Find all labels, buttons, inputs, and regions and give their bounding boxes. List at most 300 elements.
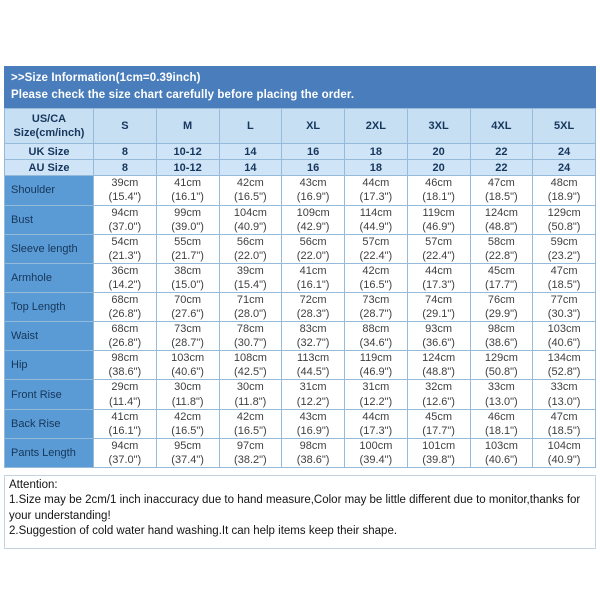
- measurement-inch: (15.4"): [108, 191, 142, 204]
- measurement-cell: [219, 380, 282, 409]
- measurement-cell: [533, 380, 596, 409]
- measurement-inch: (38.6"): [296, 453, 330, 466]
- measurement-cm: 114cm: [359, 206, 392, 219]
- size-column-header: 3XL: [407, 109, 470, 144]
- measurement-inch: (21.3"): [108, 249, 142, 262]
- measurement-cell: [345, 205, 408, 234]
- measurement-cm: 44cm: [425, 264, 453, 277]
- measurement-label: Hip: [5, 351, 94, 380]
- measurement-inch: (29.1"): [422, 308, 455, 321]
- measurement-label: Sleeve length: [5, 234, 94, 263]
- measurement-cm: 119cm: [422, 206, 455, 219]
- measurement-cm: 46cm: [487, 410, 515, 423]
- measurement-cell: [470, 205, 533, 234]
- measurement-cm: 103cm: [547, 323, 581, 336]
- measurement-cm: 83cm: [299, 323, 327, 336]
- measurement-cell: [219, 409, 282, 438]
- measurement-cell: [94, 351, 157, 380]
- size-info-banner: [4, 66, 596, 108]
- measurement-row: [5, 322, 596, 351]
- measurement-inch: (40.6"): [171, 366, 204, 379]
- measurement-cell: [345, 438, 408, 467]
- measurement-cell: [219, 322, 282, 351]
- measurement-inch: (36.6"): [422, 337, 455, 350]
- measurement-row: [5, 409, 596, 438]
- measurement-inch: (18.5"): [547, 424, 581, 437]
- measurement-inch: (40.9"): [234, 220, 267, 233]
- measurement-inch: (22.4"): [359, 249, 393, 262]
- measurement-cm: 113cm: [297, 352, 330, 365]
- measurement-cell: [345, 351, 408, 380]
- au-size-value: 20: [407, 160, 470, 176]
- uk-size-label: UK Size: [5, 144, 94, 160]
- measurement-inch: (16.5"): [359, 278, 393, 291]
- measurement-cell: [219, 292, 282, 321]
- measurement-cell: [533, 351, 596, 380]
- measurement-cm: 42cm: [236, 177, 264, 190]
- measurement-inch: (42.9"): [296, 220, 330, 233]
- measurement-inch: (17.7"): [485, 278, 518, 291]
- measurement-inch: (11.4"): [108, 395, 141, 408]
- uk-size-value: 24: [533, 144, 596, 160]
- measurement-cell: [282, 292, 345, 321]
- measurement-inch: (52.8"): [547, 366, 581, 379]
- measurement-cell: [219, 263, 282, 292]
- measurement-cell: [282, 409, 345, 438]
- measurement-inch: (17.3"): [359, 424, 393, 437]
- measurement-cm: 31cm: [299, 381, 327, 394]
- measurement-cm: 94cm: [111, 439, 139, 452]
- measurement-cm: 134cm: [547, 352, 581, 365]
- measurement-inch: (37.0"): [108, 220, 142, 233]
- measurement-cell: [470, 351, 533, 380]
- measurement-inch: (38.2"): [234, 453, 267, 466]
- measurement-inch: (26.8"): [108, 308, 142, 321]
- measurement-cm: 41cm: [174, 177, 202, 190]
- banner-title: >>Size Information(1cm=0.39inch): [11, 72, 201, 84]
- measurement-cell: [219, 438, 282, 467]
- measurement-cell: [407, 176, 470, 205]
- au-size-value: 24: [533, 160, 596, 176]
- au-size-value: 22: [470, 160, 533, 176]
- measurement-inch: (27.6"): [171, 308, 204, 321]
- measurement-label: Pants Length: [5, 438, 94, 467]
- measurement-row: [5, 263, 596, 292]
- measurement-cell: [156, 205, 219, 234]
- measurement-cm: 48cm: [550, 177, 578, 190]
- measurement-cm: 98cm: [299, 439, 327, 452]
- measurement-cell: [470, 380, 533, 409]
- measurement-cm: 109cm: [296, 206, 330, 219]
- measurement-cm: 73cm: [362, 293, 390, 306]
- measurement-inch: (13.0"): [485, 395, 518, 408]
- measurement-inch: (16.1"): [171, 191, 204, 204]
- measurement-cell: [407, 380, 470, 409]
- measurement-cell: [94, 292, 157, 321]
- measurement-cell: [282, 380, 345, 409]
- measurement-inch: (28.3"): [296, 308, 330, 321]
- measurement-cm: 41cm: [299, 264, 327, 277]
- size-column-header: M: [156, 109, 219, 144]
- measurement-inch: (18.1"): [485, 424, 518, 437]
- measurement-row: [5, 234, 596, 263]
- measurement-inch: (40.6"): [485, 453, 518, 466]
- measurement-row: [5, 438, 596, 467]
- measurement-label: Shoulder: [5, 176, 94, 205]
- measurement-cell: [219, 205, 282, 234]
- measurement-cell: [94, 176, 157, 205]
- measurement-cell: [282, 263, 345, 292]
- measurement-cell: [156, 176, 219, 205]
- uk-size-value: 16: [282, 144, 345, 160]
- measurement-inch: (17.3"): [422, 278, 455, 291]
- au-size-value: 18: [345, 160, 408, 176]
- measurement-cell: [219, 351, 282, 380]
- measurement-cell: [282, 438, 345, 467]
- uk-size-value: 14: [219, 144, 282, 160]
- measurement-cell: [407, 351, 470, 380]
- measurement-inch: (18.5"): [485, 191, 518, 204]
- measurement-inch: (16.9"): [296, 424, 330, 437]
- measurement-cm: 93cm: [425, 323, 453, 336]
- measurement-cm: 100cm: [359, 439, 393, 452]
- measurement-cm: 32cm: [425, 381, 453, 394]
- measurement-label: Bust: [5, 205, 94, 234]
- measurement-inch: (18.5"): [547, 278, 581, 291]
- measurement-cell: [407, 322, 470, 351]
- measurement-inch: (50.8"): [485, 366, 518, 379]
- measurement-label: Waist: [5, 322, 94, 351]
- measurement-inch: (42.5"): [234, 366, 267, 379]
- measurement-cell: [407, 263, 470, 292]
- measurement-cm: 47cm: [550, 264, 578, 277]
- measurement-cell: [345, 409, 408, 438]
- measurement-cm: 54cm: [111, 235, 139, 248]
- measurement-cm: 103cm: [171, 352, 205, 365]
- measurement-inch: (15.4"): [234, 278, 267, 291]
- measurement-cm: 55cm: [174, 235, 202, 248]
- measurement-cm: 98cm: [487, 323, 515, 336]
- measurement-cm: 71cm: [236, 293, 264, 306]
- measurement-cell: [533, 322, 596, 351]
- measurement-cm: 98cm: [111, 352, 139, 365]
- measurement-cell: [533, 263, 596, 292]
- measurement-cell: [407, 292, 470, 321]
- measurement-cm: 119cm: [359, 352, 392, 365]
- uk-size-value: 8: [94, 144, 157, 160]
- measurement-cell: [156, 322, 219, 351]
- measurement-cell: [470, 234, 533, 263]
- measurement-inch: (37.0"): [108, 453, 142, 466]
- measurement-cell: [94, 322, 157, 351]
- measurement-cm: 42cm: [236, 410, 264, 423]
- measurement-cm: 103cm: [484, 439, 518, 452]
- measurement-cell: [156, 380, 219, 409]
- measurement-cm: 78cm: [236, 323, 264, 336]
- attention-line-2: 2.Suggestion of cold water hand washing.It can help items keep their shape.: [9, 525, 398, 538]
- au-size-value: 16: [282, 160, 345, 176]
- measurement-cm: 57cm: [425, 235, 453, 248]
- measurement-cell: [533, 292, 596, 321]
- size-column-header: S: [94, 109, 157, 144]
- measurement-cell: [156, 234, 219, 263]
- measurement-cm: 43cm: [299, 177, 327, 190]
- measurement-inch: (21.7"): [171, 249, 204, 262]
- measurement-cm: 56cm: [236, 235, 264, 248]
- uk-size-value: 20: [407, 144, 470, 160]
- measurement-cell: [470, 263, 533, 292]
- measurement-inch: (16.9"): [296, 191, 330, 204]
- measurement-cm: 76cm: [487, 293, 515, 306]
- measurement-inch: (44.5"): [296, 366, 330, 379]
- measurement-cm: 46cm: [425, 177, 453, 190]
- uk-size-value: 18: [345, 144, 408, 160]
- measurement-cm: 30cm: [236, 381, 264, 394]
- uk-size-value: 22: [470, 144, 533, 160]
- measurement-cell: [407, 438, 470, 467]
- measurement-inch: (18.9"): [547, 191, 581, 204]
- size-chart-table: [4, 108, 596, 468]
- measurement-cell: [407, 205, 470, 234]
- measurement-cm: 97cm: [236, 439, 264, 452]
- measurement-cm: 41cm: [111, 410, 139, 423]
- measurement-cell: [94, 234, 157, 263]
- measurement-inch: (16.5"): [171, 424, 204, 437]
- measurement-inch: (22.8"): [485, 249, 518, 262]
- au-size-label: AU Size: [5, 160, 94, 176]
- measurement-cm: 45cm: [425, 410, 453, 423]
- measurement-inch: (17.3"): [359, 191, 393, 204]
- measurement-cm: 30cm: [174, 381, 202, 394]
- measurement-cell: [156, 263, 219, 292]
- measurement-cm: 94cm: [111, 206, 139, 219]
- measurement-row: [5, 176, 596, 205]
- measurement-cell: [470, 409, 533, 438]
- measurement-cell: [345, 322, 408, 351]
- measurement-cell: [470, 438, 533, 467]
- measurement-cm: 74cm: [425, 293, 453, 306]
- measurement-cm: 124cm: [484, 206, 518, 219]
- measurement-inch: (11.8"): [171, 395, 204, 408]
- measurement-cm: 95cm: [174, 439, 202, 452]
- measurement-cm: 56cm: [299, 235, 327, 248]
- corner-cell: [5, 109, 94, 144]
- measurement-cm: 57cm: [362, 235, 390, 248]
- size-header-row: [5, 109, 596, 144]
- measurement-inch: (16.1"): [108, 424, 142, 437]
- measurement-inch: (11.8"): [234, 395, 267, 408]
- measurement-cell: [533, 234, 596, 263]
- measurement-inch: (30.3"): [547, 308, 581, 321]
- measurement-cm: 38cm: [174, 264, 202, 277]
- measurement-inch: (46.9"): [359, 366, 393, 379]
- measurement-inch: (40.6"): [547, 337, 581, 350]
- size-column-header: 5XL: [533, 109, 596, 144]
- measurement-cm: 68cm: [111, 293, 139, 306]
- measurement-cm: 73cm: [174, 323, 202, 336]
- attention-line-1: 1.Size may be 2cm/1 inch inaccuracy due to hand measure,Color may be little different due to monitor,thanks for your understanding!: [9, 494, 581, 522]
- measurement-inch: (38.6"): [108, 366, 142, 379]
- measurement-inch: (16.5"): [234, 424, 267, 437]
- measurement-cell: [470, 292, 533, 321]
- corner-line-1: US/CA: [31, 112, 67, 125]
- size-column-header: L: [219, 109, 282, 144]
- measurement-inch: (22.0"): [296, 249, 330, 262]
- size-column-header: XL: [282, 109, 345, 144]
- measurement-inch: (39.4"): [359, 453, 393, 466]
- measurement-cell: [156, 438, 219, 467]
- measurement-inch: (30.7"): [234, 337, 267, 350]
- measurement-cell: [94, 438, 157, 467]
- measurement-label: Armhole: [5, 263, 94, 292]
- measurement-inch: (38.6"): [485, 337, 518, 350]
- measurement-cm: 44cm: [362, 177, 390, 190]
- banner-subtitle: Please check the size chart carefully before placing the order.: [11, 88, 355, 101]
- measurement-row: [5, 205, 596, 234]
- measurement-cm: 129cm: [547, 206, 581, 219]
- measurement-cell: [345, 263, 408, 292]
- measurement-cell: [407, 234, 470, 263]
- measurement-cm: 108cm: [233, 352, 267, 365]
- measurement-inch: (50.8"): [547, 220, 581, 233]
- measurement-cell: [470, 322, 533, 351]
- measurement-cm: 88cm: [362, 323, 390, 336]
- measurement-cm: 47cm: [550, 410, 578, 423]
- measurement-cell: [533, 409, 596, 438]
- measurement-cm: 33cm: [487, 381, 515, 394]
- au-size-row: [5, 160, 596, 176]
- measurement-cell: [282, 176, 345, 205]
- measurement-cm: 31cm: [362, 381, 390, 394]
- measurement-cell: [407, 409, 470, 438]
- uk-size-row: [5, 144, 596, 160]
- measurement-inch: (26.8"): [108, 337, 142, 350]
- measurement-inch: (39.0"): [171, 220, 204, 233]
- measurement-cm: 44cm: [362, 410, 390, 423]
- measurement-inch: (37.4"): [171, 453, 204, 466]
- size-column-header: 4XL: [470, 109, 533, 144]
- measurement-inch: (22.0"): [234, 249, 267, 262]
- measurement-cm: 70cm: [174, 293, 202, 306]
- measurement-inch: (34.6"): [359, 337, 393, 350]
- measurement-cm: 124cm: [422, 352, 456, 365]
- measurement-cell: [94, 263, 157, 292]
- measurement-cm: 104cm: [233, 206, 267, 219]
- measurement-cell: [156, 292, 219, 321]
- measurement-cm: 39cm: [236, 264, 264, 277]
- measurement-cell: [345, 234, 408, 263]
- measurement-inch: (12.6"): [422, 395, 455, 408]
- measurement-cell: [345, 380, 408, 409]
- uk-size-value: 10-12: [156, 144, 219, 160]
- measurement-inch: (14.2"): [108, 278, 142, 291]
- measurement-inch: (22.4"): [422, 249, 455, 262]
- measurement-row: [5, 351, 596, 380]
- measurement-inch: (39.8"): [422, 453, 455, 466]
- measurement-inch: (15.0"): [171, 278, 204, 291]
- measurement-cm: 99cm: [174, 206, 202, 219]
- corner-line-2: Size(cm/inch): [13, 127, 85, 140]
- measurement-inch: (28.7"): [171, 337, 204, 350]
- measurement-inch: (12.2"): [359, 395, 393, 408]
- measurement-inch: (32.7"): [296, 337, 330, 350]
- au-size-value: 8: [94, 160, 157, 176]
- measurement-cell: [533, 176, 596, 205]
- measurement-row: [5, 292, 596, 321]
- measurement-cell: [282, 322, 345, 351]
- measurement-cm: 45cm: [487, 264, 515, 277]
- measurement-inch: (46.9"): [422, 220, 455, 233]
- measurement-cell: [282, 351, 345, 380]
- measurement-row: [5, 380, 596, 409]
- au-size-value: 10-12: [156, 160, 219, 176]
- measurement-inch: (48.8"): [422, 366, 455, 379]
- au-size-value: 14: [219, 160, 282, 176]
- measurement-inch: (28.7"): [359, 308, 393, 321]
- measurement-cell: [156, 409, 219, 438]
- measurement-inch: (16.5"): [234, 191, 267, 204]
- measurement-cm: 39cm: [111, 177, 139, 190]
- measurement-inch: (12.2"): [296, 395, 330, 408]
- measurement-cell: [219, 176, 282, 205]
- measurement-cell: [219, 234, 282, 263]
- measurement-cm: 104cm: [547, 439, 581, 452]
- measurement-inch: (17.7"): [422, 424, 455, 437]
- measurement-cm: 33cm: [550, 381, 578, 394]
- measurement-cm: 42cm: [362, 264, 390, 277]
- measurement-cm: 72cm: [299, 293, 327, 306]
- measurement-inch: (16.1"): [296, 278, 330, 291]
- measurement-cm: 36cm: [111, 264, 139, 277]
- size-column-header: 2XL: [345, 109, 408, 144]
- measurement-cm: 42cm: [174, 410, 202, 423]
- measurement-cm: 129cm: [484, 352, 518, 365]
- measurement-cm: 29cm: [111, 381, 139, 394]
- measurement-cell: [282, 234, 345, 263]
- measurement-inch: (13.0"): [547, 395, 581, 408]
- measurement-inch: (48.8"): [485, 220, 518, 233]
- measurement-cell: [533, 438, 596, 467]
- measurement-cell: [94, 205, 157, 234]
- measurement-cell: [94, 409, 157, 438]
- measurement-cell: [94, 380, 157, 409]
- measurement-cm: 59cm: [550, 235, 578, 248]
- attention-note: [4, 475, 596, 549]
- attention-title: Attention:: [9, 478, 58, 491]
- measurement-inch: (28.0"): [234, 308, 267, 321]
- measurement-cell: [345, 292, 408, 321]
- measurement-cm: 77cm: [550, 293, 578, 306]
- measurement-inch: (18.1"): [422, 191, 455, 204]
- measurement-cell: [156, 351, 219, 380]
- measurement-inch: (29.9"): [485, 308, 518, 321]
- measurement-inch: (40.9"): [547, 453, 581, 466]
- measurement-cm: 47cm: [487, 177, 515, 190]
- measurement-cell: [470, 176, 533, 205]
- measurement-cell: [345, 176, 408, 205]
- measurement-cm: 101cm: [422, 439, 456, 452]
- measurement-label: Top Length: [5, 292, 94, 321]
- measurement-inch: (23.2"): [547, 249, 581, 262]
- measurement-cm: 68cm: [111, 323, 139, 336]
- measurement-cell: [533, 205, 596, 234]
- measurement-cm: 58cm: [487, 235, 515, 248]
- measurement-label: Back Rise: [5, 409, 94, 438]
- measurement-cm: 43cm: [299, 410, 327, 423]
- measurement-cell: [282, 205, 345, 234]
- measurement-label: Front Rise: [5, 380, 94, 409]
- measurement-inch: (44.9"): [359, 220, 393, 233]
